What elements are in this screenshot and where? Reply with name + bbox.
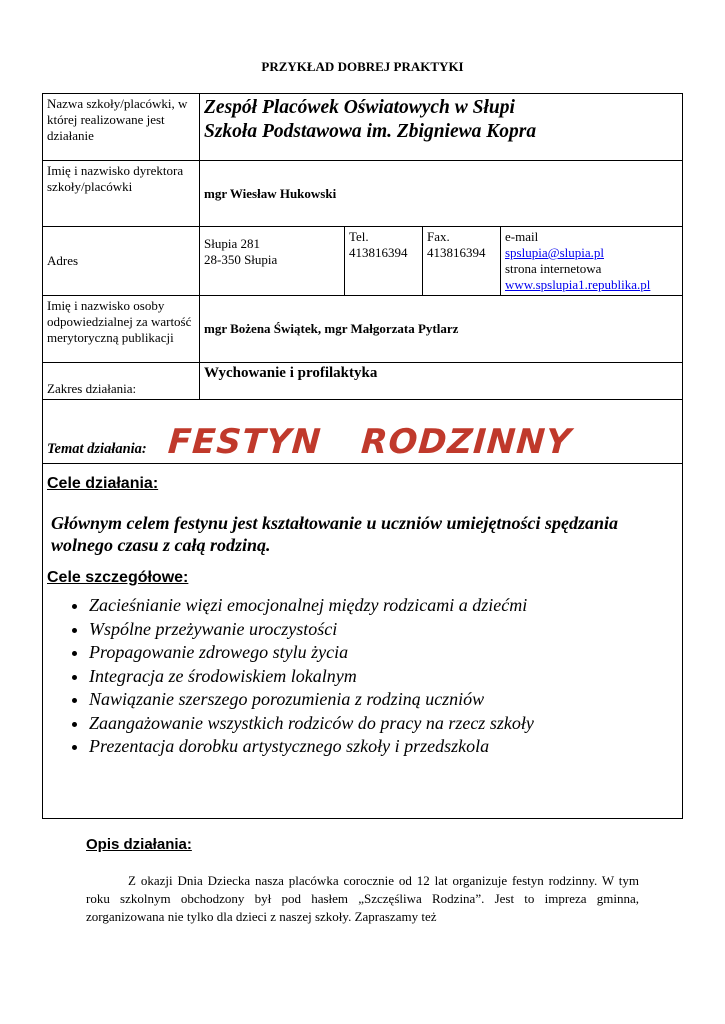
school-name — [200, 94, 683, 161]
scope-value: Wychowanie i profilaktyka — [200, 363, 683, 400]
goal-item: • Integracja ze środowiskiem lokalnym — [89, 665, 678, 689]
address-label: Adres — [43, 227, 200, 296]
fax-label: Fax. — [427, 229, 450, 244]
row-director — [43, 161, 683, 227]
director-name: mgr Wiesław Hukowski — [200, 161, 683, 227]
goal-item: • Zacieśnianie więzi emocjonalnej między rodzicami a dziećmi — [89, 594, 678, 618]
topic-cell — [43, 400, 683, 464]
email-link[interactable]: spslupia@slupia.pl — [505, 245, 604, 260]
director-label: Imię i nazwisko dyrektora szkoły/placówki — [43, 161, 200, 227]
goal-item: • Prezentacja dorobku artystycznego szkoły i przedszkola — [89, 735, 678, 759]
goals-cell — [43, 464, 683, 819]
goal-item: • Nawiązanie szerszego porozumienia z rodziną uczniów — [89, 688, 678, 712]
row-topic — [43, 400, 683, 464]
detailed-goals-list — [47, 594, 678, 759]
goal-item: • Propagowanie zdrowego stylu życia — [89, 641, 678, 665]
row-school — [43, 94, 683, 161]
address-line1: Słupia 281 — [204, 236, 260, 251]
main-goal: Głównym celem festynu jest kształtowanie u uczniów umiejętności spędzania wolnego czasu z całą rodziną. — [51, 513, 619, 555]
fax-cell — [423, 227, 501, 296]
goal-item: • Wspólne przeżywanie uroczystości — [89, 618, 678, 642]
topic-word-festyn: FESTYN — [166, 422, 323, 462]
row-scope — [43, 363, 683, 400]
school-label: Nazwa szkoły/placówki, w której realizowane jest działanie — [43, 94, 200, 161]
document-title: PRZYKŁAD DOBREJ PRAKTYKI — [261, 59, 464, 74]
responsible-label: Imię i nazwisko osoby odpowiedzialnej za wartość merytoryczną publikacji — [43, 296, 200, 363]
phone-cell — [345, 227, 423, 296]
contact-cell — [501, 227, 683, 296]
goal-item: • Zaangażowanie wszystkich rodziców do pracy na rzecz szkoły — [89, 712, 678, 736]
email-label: e-mail — [505, 229, 539, 244]
website-link[interactable]: www.spslupia1.republika.pl — [505, 277, 651, 292]
goals-heading: Cele działania: — [47, 475, 159, 492]
website-label: strona internetowa — [505, 261, 602, 276]
responsible-names: mgr Bożena Świątek, mgr Małgorzata Pytlarz — [200, 296, 683, 363]
school-name-line1: Zespół Placówek Oświatowych w Słupi — [204, 97, 515, 118]
address-value — [200, 227, 345, 296]
row-responsible — [43, 296, 683, 363]
info-table — [42, 93, 683, 819]
detailed-goals-heading: Cele szczegółowe: — [47, 569, 189, 586]
description-heading: Opis działania: — [86, 836, 192, 853]
topic-word-rodzinny: RODZINNY — [359, 422, 573, 462]
phone-value: 413816394 — [349, 245, 408, 260]
topic-label: Temat działania: — [47, 441, 147, 457]
row-address — [43, 227, 683, 296]
phone-label: Tel. — [349, 229, 369, 244]
fax-value: 413816394 — [427, 245, 486, 260]
description-text: Z okazji Dnia Dziecka nasza placówka corocznie od 12 lat organizuje festyn rodzinny. W tym roku szkolnym obchodzony był pod hasłem „Szczęśliwa Rodzina”. Jest to impreza gminna, zorganizowana nie tylko dla dzieci z naszej szkoły. Zapraszamy też — [86, 873, 639, 924]
row-goals — [43, 464, 683, 819]
topic-title — [166, 422, 573, 462]
school-name-line2: Szkoła Podstawowa im. Zbigniewa Kopra — [204, 121, 537, 142]
scope-label: Zakres działania: — [43, 363, 200, 400]
address-line2: 28-350 Słupia — [204, 252, 278, 267]
